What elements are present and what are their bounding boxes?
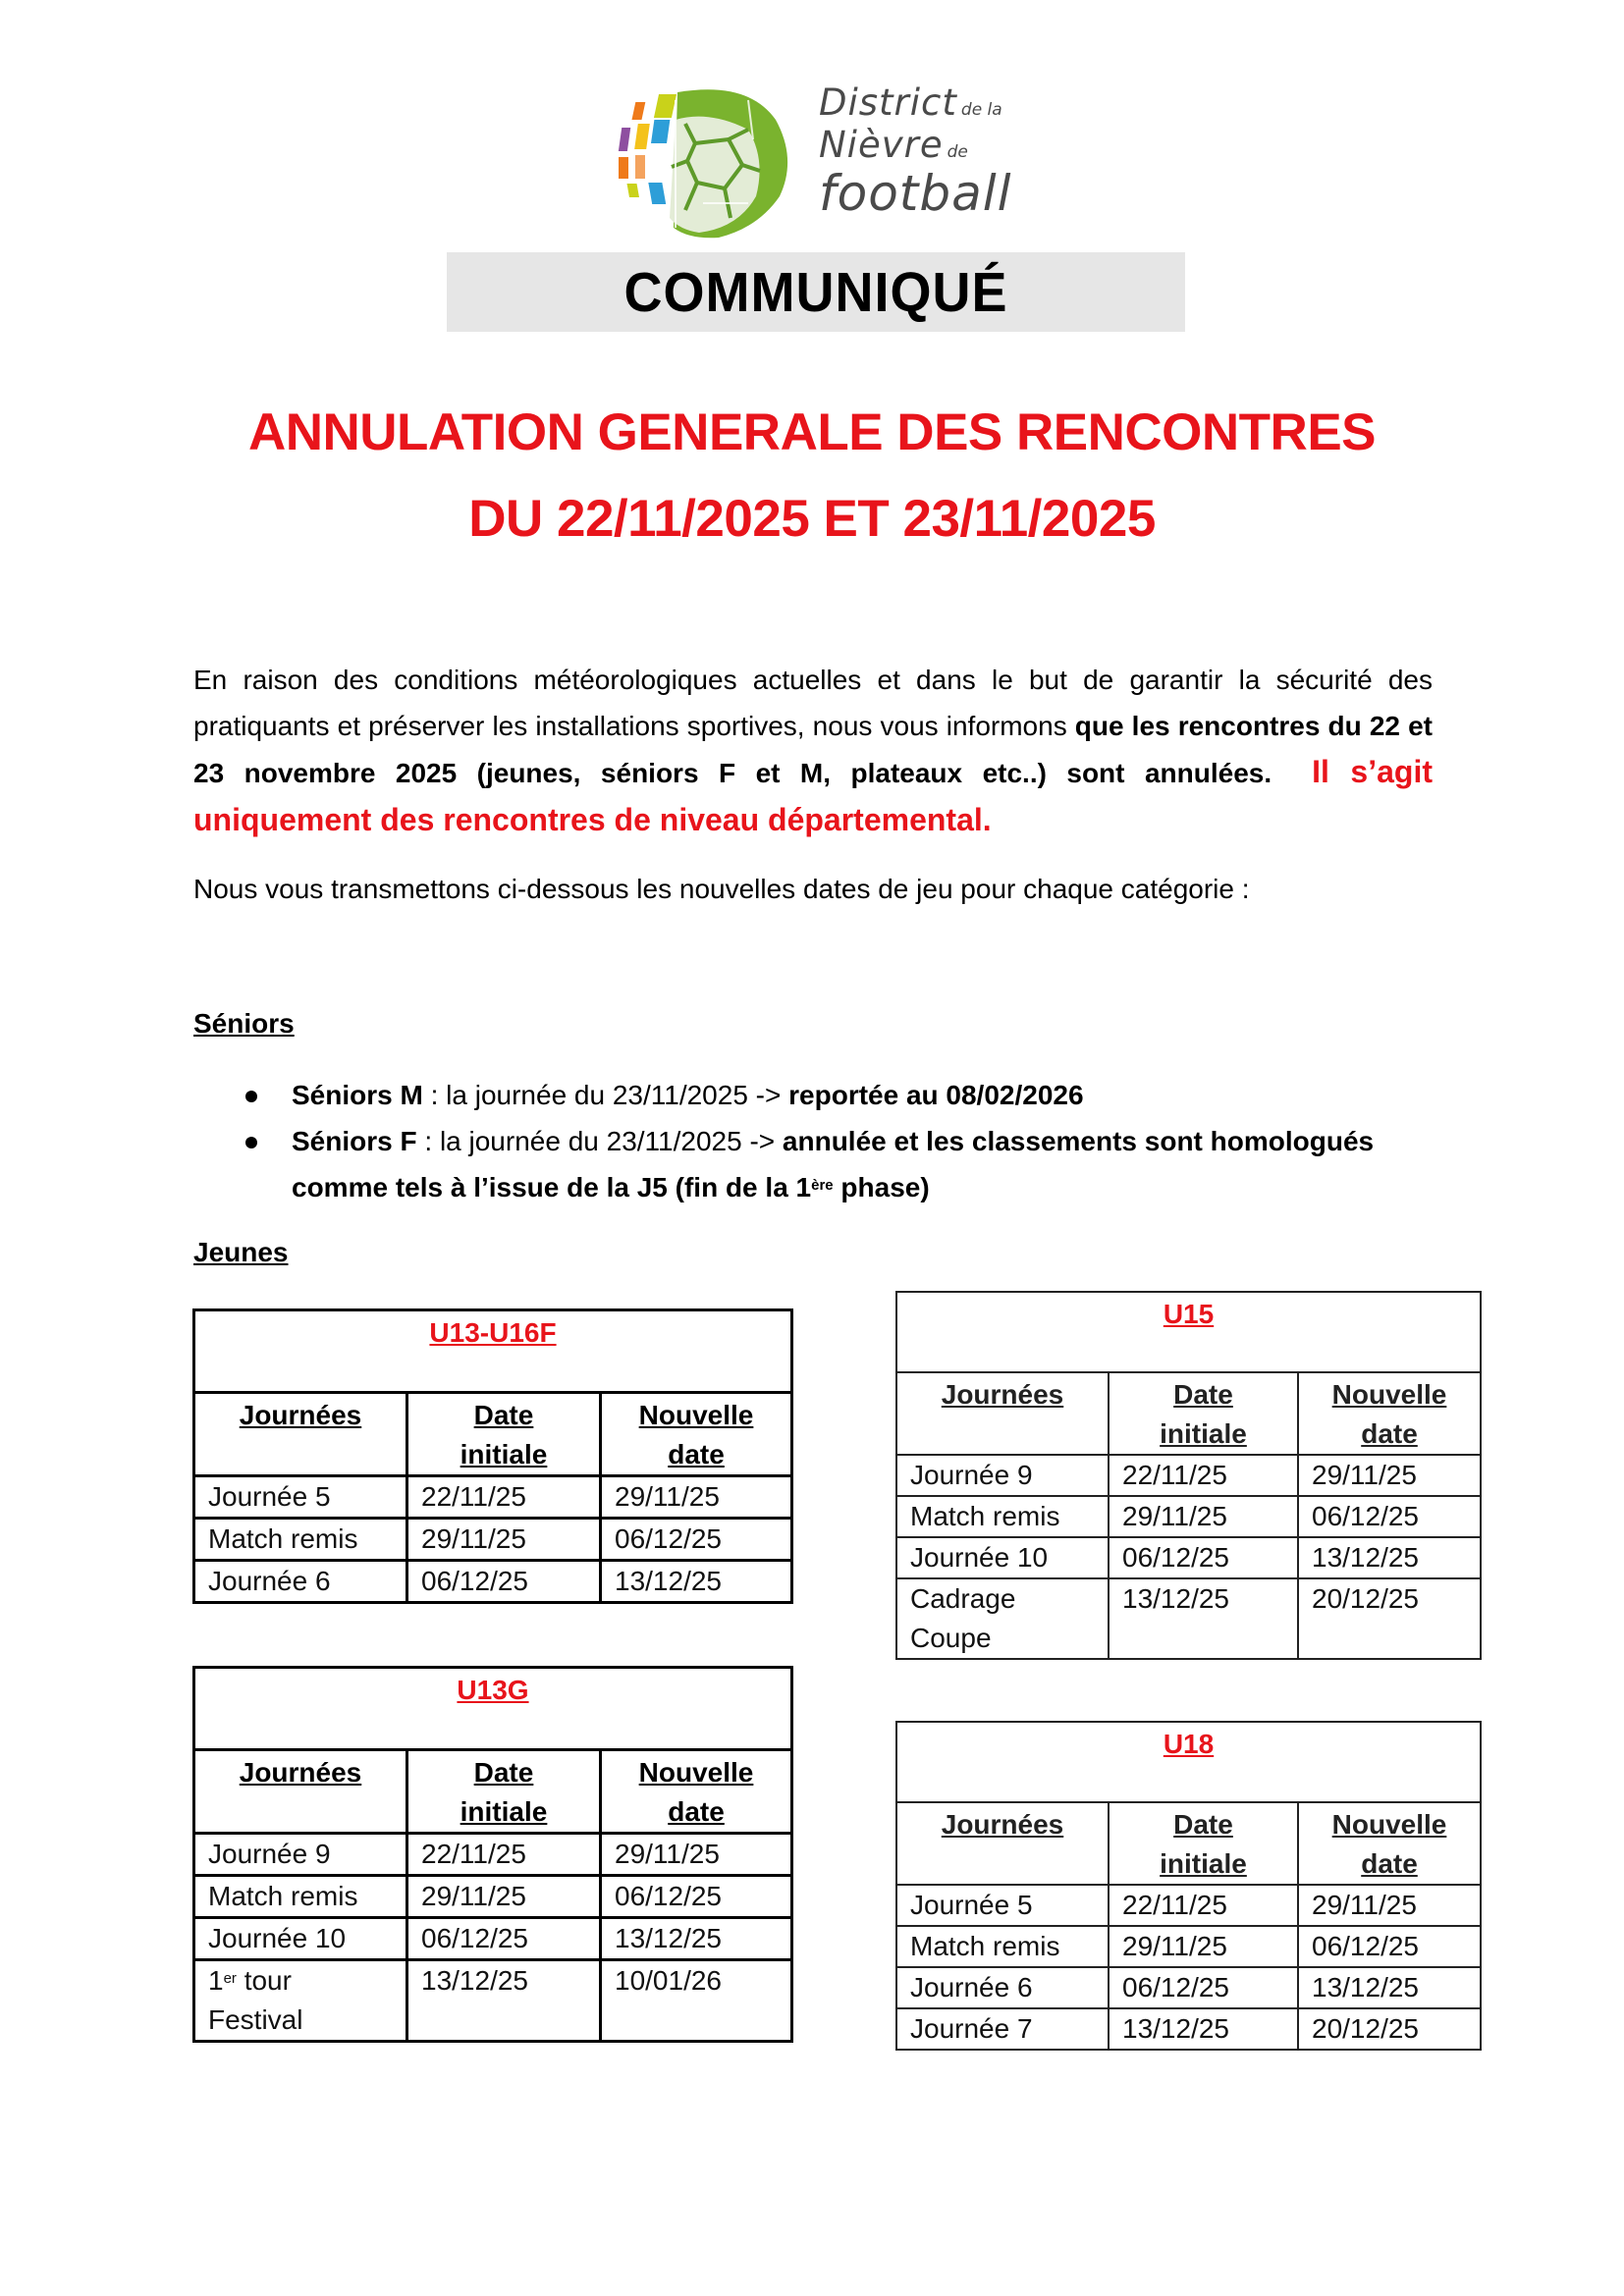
logo-wordmark	[819, 81, 1025, 222]
page-title-line-2: DU 22/11/2025 ET 23/11/2025	[468, 490, 1156, 548]
cell-date-initiale: 22/11/25	[407, 1834, 601, 1876]
table-row	[194, 1960, 792, 2042]
cell-nouvelle-date: 20/12/25	[1298, 2008, 1481, 2050]
cell-date-initiale: 13/12/25	[1109, 2008, 1298, 2050]
cell-nouvelle-date: 13/12/25	[1298, 1967, 1481, 2008]
col-header-journees: Journées	[896, 1802, 1109, 1885]
item-text: la journée du 23/11/2025 ->	[439, 1126, 783, 1156]
cell-nouvelle-date: 29/11/25	[1298, 1885, 1481, 1926]
cell-nouvelle-date: 29/11/25	[1298, 1455, 1481, 1496]
cell-date-initiale: 06/12/25	[1109, 1967, 1298, 2008]
cell-journee: Match remis	[194, 1876, 407, 1918]
cell-date-initiale: 22/11/25	[1109, 1455, 1298, 1496]
cell-nouvelle-date: 29/11/25	[601, 1476, 792, 1519]
item-bold: annulée et les classements sont homologués comme tels à l’issue de la J5 (fin de la 1	[292, 1126, 1375, 1202]
cell-journee: Journée 5	[896, 1885, 1109, 1926]
table-row	[896, 1455, 1481, 1496]
table-category: U13-U16F	[194, 1310, 792, 1393]
col-header-nouvelle-date: Nouvelle date	[1298, 1802, 1481, 1885]
cell-date-initiale: 06/12/25	[407, 1918, 601, 1960]
item-label: Séniors M	[292, 1080, 423, 1110]
list-item-seniors-f	[236, 1118, 1414, 1210]
col-header-journees: Journées	[896, 1372, 1109, 1455]
bullet-icon	[245, 1091, 257, 1102]
item-bold: reportée au 08/02/2026	[788, 1080, 1084, 1110]
table-row	[194, 1476, 792, 1519]
cell-journee: Match remis	[194, 1519, 407, 1561]
bullet-icon	[245, 1137, 257, 1148]
col-header-journees: Journées	[194, 1393, 407, 1476]
table-header-row	[896, 1802, 1481, 1885]
section-heading-jeunes: Jeunes	[193, 1237, 289, 1267]
table-row	[194, 1834, 792, 1876]
list-item-seniors-m	[236, 1072, 1414, 1118]
cell-nouvelle-date: 13/12/25	[601, 1918, 792, 1960]
cell-journee: Journée 6	[194, 1561, 407, 1603]
table-row	[896, 2008, 1481, 2050]
page-title-line-1: ANNULATION GENERALE DES RENCONTRES	[247, 403, 1377, 461]
schedule-table-u13-u16f	[192, 1308, 793, 1604]
item-bold-end: phase)	[833, 1172, 930, 1202]
table-row	[896, 1926, 1481, 1967]
table-row	[194, 1561, 792, 1603]
cell-journee: Match remis	[896, 1926, 1109, 1967]
section-heading-seniors: Séniors	[193, 1008, 295, 1039]
col-header-date-initiale: Date initiale	[407, 1750, 601, 1834]
logo-line-2-small: de	[947, 142, 968, 162]
table-row	[896, 1496, 1481, 1537]
cell-journee: Cadrage Coupe	[896, 1578, 1109, 1659]
cell-date-initiale: 29/11/25	[407, 1876, 601, 1918]
col-header-nouvelle-date: Nouvelle date	[601, 1393, 792, 1476]
logo-line-2: Nièvre	[819, 124, 944, 166]
cell-date-initiale: 13/12/25	[1109, 1578, 1298, 1659]
cell-date-initiale: 22/11/25	[407, 1476, 601, 1519]
intro-text: En raison des conditions météorologiques actuelles et dans le but de garantir la sécurité des pratiquants et préserver les installations sportives, nous vous informons	[193, 665, 1433, 741]
table-row	[194, 1519, 792, 1561]
logo-line-3: football	[819, 165, 1012, 222]
cell-nouvelle-date: 13/12/25	[1298, 1537, 1481, 1578]
banner-text: COMMUNIQUÉ	[623, 261, 1008, 323]
seniors-list	[236, 1072, 1414, 1210]
cell-nouvelle-date: 06/12/25	[1298, 1496, 1481, 1537]
cell-journee: Journée 9	[896, 1455, 1109, 1496]
col-header-nouvelle-date: Nouvelle date	[1298, 1372, 1481, 1455]
table-header-row	[194, 1393, 792, 1476]
intro-bold-text: que les rencontres du 22 et 23 novembre 2025 (jeunes, séniors F et M, plateaux etc..) sont annulées.	[193, 710, 1433, 788]
district-logo	[601, 80, 1023, 247]
intro-red-warning: Il s’agit uniquement des rencontres de niveau départemental.	[193, 754, 1433, 837]
cell-nouvelle-date: 06/12/25	[601, 1519, 792, 1561]
logo-line-1-small: de la	[960, 100, 1002, 120]
cell-date-initiale: 06/12/25	[407, 1561, 601, 1603]
table-row	[896, 1578, 1481, 1659]
football-ball-logo-icon	[601, 80, 797, 247]
table-category: U13G	[194, 1668, 792, 1750]
intro-paragraph	[193, 658, 1433, 844]
communique-banner	[447, 252, 1185, 332]
cell-journee: Journée 5	[194, 1476, 407, 1519]
table-row	[896, 1967, 1481, 2008]
cell-date-initiale: 22/11/25	[1109, 1885, 1298, 1926]
item-label: Séniors F	[292, 1126, 417, 1156]
table-row	[896, 1885, 1481, 1926]
cell-nouvelle-date: 29/11/25	[601, 1834, 792, 1876]
table-category: U15	[896, 1292, 1481, 1372]
cell-nouvelle-date: 13/12/25	[601, 1561, 792, 1603]
col-header-nouvelle-date: Nouvelle date	[601, 1750, 792, 1834]
col-header-date-initiale: Date initiale	[1109, 1802, 1298, 1885]
item-sep: :	[422, 1080, 447, 1110]
cell-nouvelle-date: 06/12/25	[601, 1876, 792, 1918]
cell-nouvelle-date: 20/12/25	[1298, 1578, 1481, 1659]
cell-nouvelle-date: 06/12/25	[1298, 1926, 1481, 1967]
cell-journee: Journée 10	[896, 1537, 1109, 1578]
item-sep: :	[416, 1126, 440, 1156]
intro-paragraph-2: Nous vous transmettons ci-dessous les nouvelles dates de jeu pour chaque catégorie :	[193, 874, 1250, 904]
cell-date-initiale: 13/12/25	[407, 1960, 601, 2042]
cell-date-initiale: 29/11/25	[407, 1519, 601, 1561]
item-sup: ère	[811, 1177, 834, 1194]
schedule-table-u13g	[192, 1666, 793, 2043]
cell-date-initiale: 29/11/25	[1109, 1496, 1298, 1537]
col-header-journees: Journées	[194, 1750, 407, 1834]
cell-journee: 1er tour Festival	[194, 1960, 407, 2042]
table-category: U18	[896, 1722, 1481, 1802]
col-header-date-initiale: Date initiale	[407, 1393, 601, 1476]
col-header-date-initiale: Date initiale	[1109, 1372, 1298, 1455]
cell-date-initiale: 29/11/25	[1109, 1926, 1298, 1967]
table-row	[194, 1876, 792, 1918]
cell-journee: Journée 10	[194, 1918, 407, 1960]
cell-nouvelle-date: 10/01/26	[601, 1960, 792, 2042]
schedule-table-u15	[895, 1291, 1482, 1660]
table-row	[194, 1918, 792, 1960]
table-row	[896, 1537, 1481, 1578]
cell-journee: Journée 7	[896, 2008, 1109, 2050]
cell-journee: Match remis	[896, 1496, 1109, 1537]
item-text: la journée du 23/11/2025 ->	[446, 1080, 789, 1110]
cell-journee: Journée 6	[896, 1967, 1109, 2008]
table-header-row	[194, 1750, 792, 1834]
cell-date-initiale: 06/12/25	[1109, 1537, 1298, 1578]
logo-line-1: District	[819, 81, 957, 124]
schedule-table-u18	[895, 1721, 1482, 2051]
table-header-row	[896, 1372, 1481, 1455]
cell-journee: Journée 9	[194, 1834, 407, 1876]
